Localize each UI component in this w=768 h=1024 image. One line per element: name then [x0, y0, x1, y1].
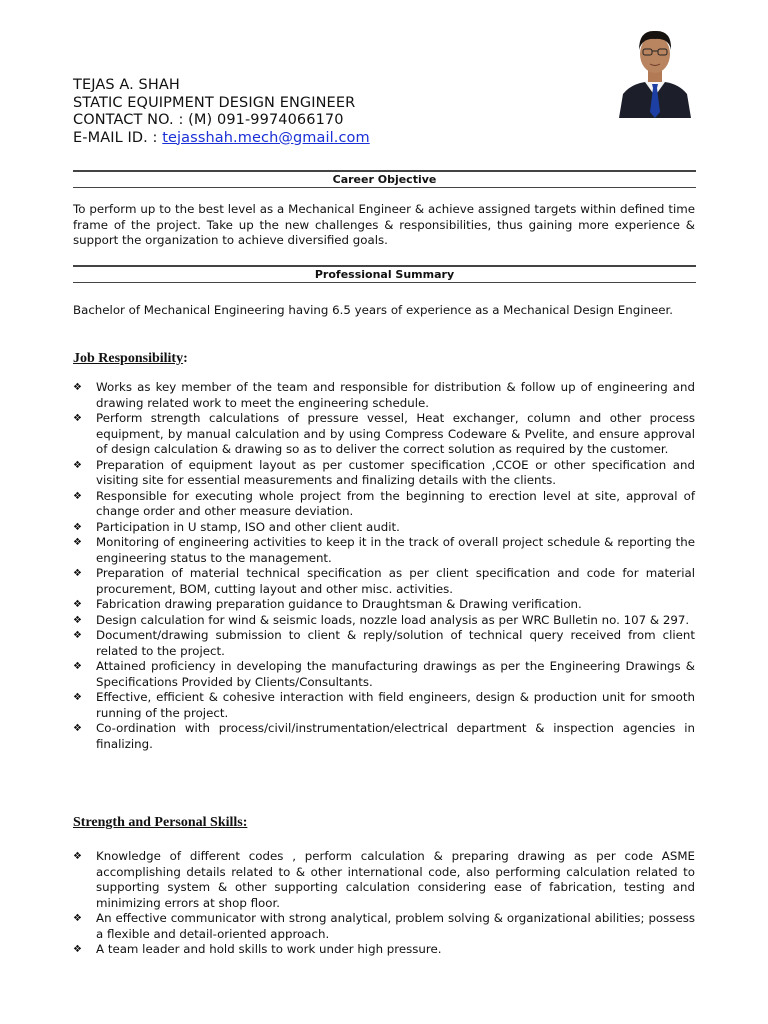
- job-responsibility-list: [73, 380, 695, 752]
- bullet-icon: ❖: [73, 630, 82, 641]
- bullet-icon: ❖: [73, 382, 82, 393]
- contact-number: CONTACT NO. : (M) 091-9974066170: [73, 112, 344, 128]
- list-item-text: Document/drawing submission to client & reply/solution of technical query received from client related to the project.: [96, 628, 695, 658]
- list-item-text: Monitoring of engineering activities to keep it in the track of overall project schedule & reporting the engineering status to the management.: [96, 535, 695, 565]
- candidate-name: TEJAS A. SHAH: [73, 77, 180, 93]
- strength-skills-title: Strength and Personal Skills:: [73, 815, 248, 830]
- list-item-text: Preparation of material technical specification as per client specification and code for material procurement, BOM, cutting layout and other misc. activities.: [96, 566, 695, 596]
- email-link[interactable]: tejasshah.mech@gmail.com: [162, 129, 370, 146]
- list-item: [73, 458, 695, 489]
- bullet-icon: ❖: [73, 413, 82, 424]
- list-item-text: Responsible for executing whole project from the beginning to erection level at site, approval of change order and other measure deviation.: [96, 488, 695, 518]
- list-item-text: An effective communicator with strong analytical, problem solving & organizational abilities; possess a flexible and detail-oriented approach.: [96, 911, 695, 941]
- list-item-text: Perform strength calculations of pressure vessel, Heat exchanger, column and other process equipment, by manual calculation and by using Compress Codeware & Pvelite, and ensure approval of design calculation & drawing so as to deliver the correct solution as required by the customer.: [96, 411, 695, 456]
- bullet-icon: ❖: [73, 913, 82, 924]
- job-responsibility-heading: [73, 350, 188, 367]
- job-responsibility-title: Job Responsibility: [73, 351, 184, 366]
- list-item: [73, 535, 695, 566]
- list-item-text: Participation in U stamp, ISO and other client audit.: [96, 519, 400, 534]
- career-objective-text: To perform up to the best level as a Mechanical Engineer & achieve assigned targets within defined time frame of the project. Take up the new challenges & responsibilities, thus gaining more experience & support the organization to achieve diversified goals.: [73, 202, 695, 247]
- list-item: [73, 566, 695, 597]
- list-item-text: Preparation of equipment layout as per customer specification ,CCOE or other specification and visiting site for essential measurements and finalizing details with the clients.: [96, 457, 695, 487]
- bullet-icon: ❖: [73, 614, 82, 626]
- email-line: [73, 130, 493, 148]
- list-item-text: Knowledge of different codes , perform calculation & preparing drawing as per code ASME accomplishing details related to & other international code, also performing calculation related to supporting system & other supporting calculation considering ease of fabrication, testing and minimizing errors at shop floor.: [96, 849, 695, 910]
- list-item: [73, 911, 695, 942]
- list-item: [73, 613, 695, 629]
- strength-skills-heading: [73, 814, 247, 831]
- bullet-icon: ❖: [73, 661, 82, 672]
- list-item-text: Effective, efficient & cohesive interaction with field engineers, design & production unit for smooth running of the project.: [96, 690, 695, 720]
- career-objective-heading: Career Objective: [73, 170, 696, 188]
- bullet-icon: ❖: [73, 459, 82, 471]
- list-item: [73, 721, 695, 752]
- list-item: [73, 849, 695, 911]
- list-item: [73, 659, 695, 690]
- list-item-text: Works as key member of the team and responsible for distribution & follow up of engineering and drawing related work to meet the engineering schedule.: [96, 380, 695, 410]
- list-item: [73, 520, 695, 536]
- list-item: [73, 628, 695, 659]
- bullet-icon: ❖: [73, 944, 82, 955]
- bullet-icon: ❖: [73, 723, 82, 734]
- strength-skills-list: [73, 849, 695, 958]
- professional-summary-text: Bachelor of Mechanical Engineering having 6.5 years of experience as a Mechanical Design Engineer.: [73, 303, 673, 317]
- list-item-text: Attained proficiency in developing the manufacturing drawings as per the Engineering Drawings & Specifications Provided by Clients/Consultants.: [96, 659, 695, 689]
- list-item: [73, 597, 695, 613]
- list-item: [73, 942, 695, 958]
- bullet-icon: ❖: [73, 692, 82, 703]
- job-responsibility-colon: :: [183, 351, 188, 366]
- list-item: [73, 489, 695, 520]
- professional-summary-heading: Professional Summary: [73, 265, 696, 283]
- list-item: [73, 690, 695, 721]
- bullet-icon: ❖: [73, 490, 82, 502]
- resume-header: [73, 77, 493, 147]
- list-item-text: Design calculation for wind & seismic loads, nozzle load analysis as per WRC Bulletin no. 107 & 297.: [96, 612, 690, 627]
- bullet-icon: ❖: [73, 851, 82, 862]
- profile-photo-image: [617, 22, 693, 118]
- bullet-icon: ❖: [73, 568, 82, 579]
- profile-photo: [617, 22, 693, 118]
- list-item-text: Fabrication drawing preparation guidance to Draughtsman & Drawing verification.: [96, 597, 582, 611]
- bullet-icon: ❖: [73, 521, 82, 533]
- candidate-title: STATIC EQUIPMENT DESIGN ENGINEER: [73, 94, 356, 111]
- list-item: [73, 411, 695, 458]
- email-label: E-MAIL ID. :: [73, 129, 163, 146]
- list-item-text: Co-ordination with process/civil/instrumentation/electrical department & inspection agencies in finalizing.: [96, 721, 695, 751]
- list-item-text: A team leader and hold skills to work under high pressure.: [96, 942, 442, 956]
- bullet-icon: ❖: [73, 599, 82, 610]
- list-item: [73, 380, 695, 411]
- bullet-icon: ❖: [73, 537, 82, 548]
